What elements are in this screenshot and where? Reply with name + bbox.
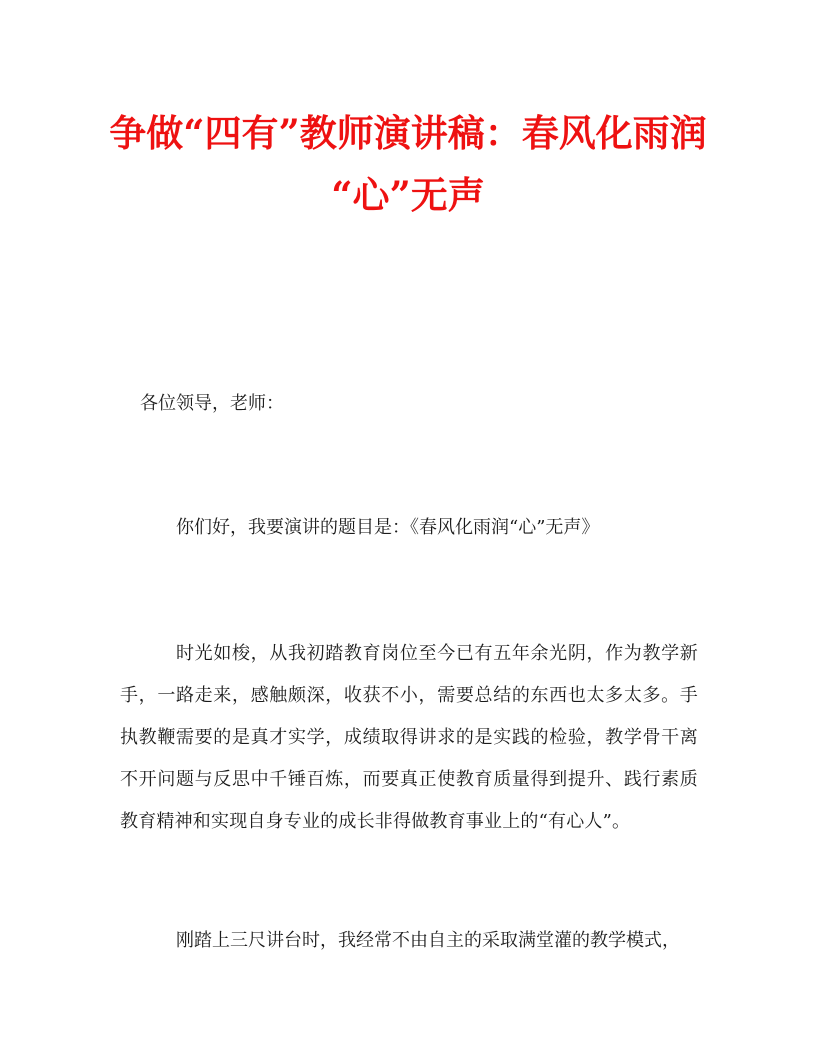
paragraph-beginning: 刚踏上三尺讲台时，我经常不由自主的采取满堂灌的教学模式， — [176, 930, 680, 951]
paragraph-reflection: 时光如梭，从我初踏教育岗位至今已有五年余光阴，作为教学新手，一路走来，感触颇深，收获不小，需要总结的东西也太多太多。手执教鞭需要的是真才实学，成绩取得讲求的是实践的检验，教学骨干离不开问题与反思中千锤百炼，而要真正使教育质量得到提升、践行素质教育精神和实现自身专业的成长非得做教育事业上的“有心人”。 — [120, 643, 698, 832]
document-title-line-1: 争做“四有”教师演讲稿：春风化雨润 — [109, 111, 707, 155]
document-title-line-2: “心”无声 — [331, 173, 485, 217]
paragraph-intro: 你们好，我要演讲的题目是：《春风化雨润“心”无声》 — [176, 517, 600, 538]
greeting: 各位领导，老师： — [140, 393, 284, 414]
